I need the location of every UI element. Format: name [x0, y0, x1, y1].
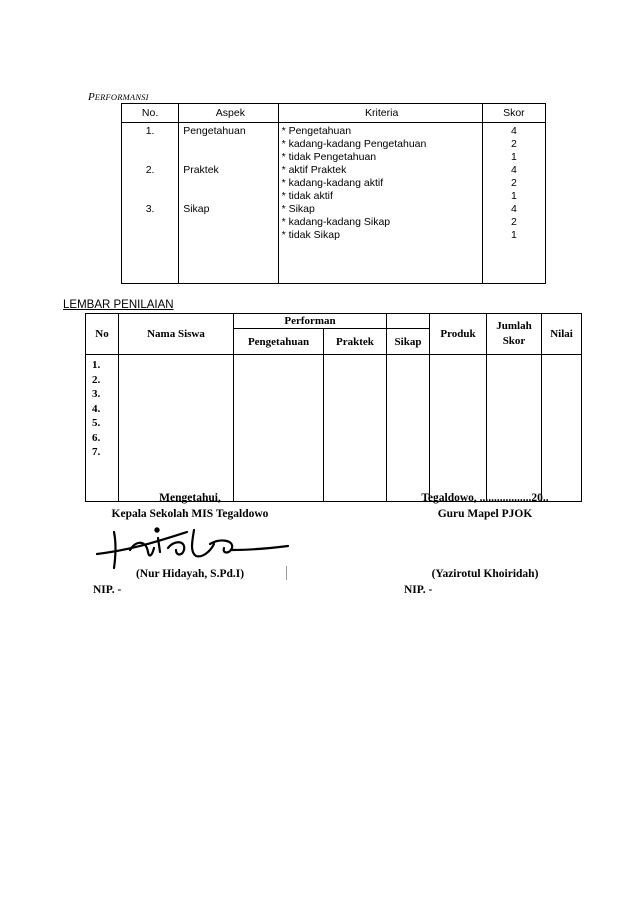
no-cell [122, 123, 179, 284]
left-sign-line2: Kepala Sekolah MIS Tegaldowo [111, 508, 269, 520]
section-title-initial: P [88, 91, 95, 103]
list-number: 7. [92, 446, 101, 458]
assessment-table [85, 313, 582, 502]
pengetahuan-cell[interactable] [234, 355, 324, 502]
section-title [88, 91, 149, 103]
skor-value: 2 [510, 216, 517, 228]
criteria-table [121, 103, 546, 284]
header-nilai: Nilai [542, 314, 582, 355]
list-number: 6. [92, 431, 101, 444]
list-number: 3. [92, 388, 101, 400]
kriteria-line: * aktif Praktek [281, 164, 347, 176]
header-jumlah: Jumlah [496, 320, 532, 332]
header-produk: Produk [430, 314, 487, 355]
right-sign-line2: Guru Mapel PJOK [437, 508, 533, 520]
skor-cell [482, 123, 545, 284]
list-number: 4. [92, 402, 101, 415]
header-blank [387, 314, 430, 329]
kriteria-line: * Sikap [281, 203, 315, 215]
left-sign-nip: NIP. - [93, 584, 122, 596]
kriteria-cell [278, 123, 482, 284]
signature-edge [286, 566, 287, 580]
row-aspek: Praktek [183, 164, 219, 176]
row-no: 3. [145, 203, 155, 215]
left-sign-line1: Mengetahui, [159, 492, 221, 504]
header-kriteria: Kriteria [278, 104, 482, 123]
header-sikap: Sikap [387, 329, 430, 355]
row-no: 1. [145, 125, 155, 137]
skor-value: 1 [510, 229, 517, 241]
kriteria-line: * kadang-kadang aktif [281, 177, 384, 189]
header-skor: Skor [482, 104, 545, 123]
header-no: No [86, 314, 119, 355]
produk-cell[interactable] [430, 355, 487, 502]
assessment-title: LEMBAR PENILAIAN [63, 299, 174, 311]
skor-value: 4 [510, 203, 517, 215]
skor-value: 4 [510, 125, 517, 137]
criteria-header-row [122, 104, 546, 123]
nama-siswa-cell[interactable] [119, 355, 234, 502]
header-jumlah-skor [487, 314, 542, 355]
header-skor: Skor [502, 335, 526, 347]
section-title-rest: ERFORMANSI [94, 92, 149, 102]
list-number: 5. [92, 417, 101, 429]
sikap-cell[interactable] [387, 355, 430, 502]
kriteria-line: * tidak Pengetahuan [281, 151, 377, 163]
row-aspek: Pengetahuan [183, 125, 246, 137]
list-number: 1. [92, 359, 101, 371]
header-pengetahuan: Pengetahuan [234, 329, 324, 355]
assessment-data-row [86, 355, 582, 502]
skor-value: 1 [510, 190, 517, 202]
kriteria-line: * Pengetahuan [281, 125, 352, 137]
kriteria-line: * tidak Sikap [281, 229, 340, 241]
row-aspek: Sikap [183, 203, 210, 215]
header-performan: Performan [234, 314, 387, 329]
row-no: 2. [145, 164, 155, 176]
number-list [86, 355, 119, 502]
praktek-cell[interactable] [324, 355, 387, 502]
list-number: 2. [92, 373, 101, 386]
aspek-cell [179, 123, 278, 284]
kriteria-line: * kadang-kadang Sikap [281, 216, 391, 228]
header-no: No. [122, 104, 179, 123]
right-sign-nip: NIP. - [404, 584, 433, 596]
header-nama-siswa: Nama Siswa [119, 314, 234, 355]
skor-value: 2 [510, 177, 517, 189]
header-praktek: Praktek [324, 329, 387, 355]
right-sign-line1: Tegaldowo, ..................20.. [421, 492, 549, 504]
kriteria-line: * kadang-kadang Pengetahuan [281, 138, 427, 150]
skor-value: 2 [510, 138, 517, 150]
jumlah-skor-cell[interactable] [487, 355, 542, 502]
left-sign-name: (Nur Hidayah, S.Pd.I) [135, 568, 245, 580]
assessment-header-row-1 [86, 314, 582, 329]
nilai-cell[interactable] [542, 355, 582, 502]
header-aspek: Aspek [179, 104, 278, 123]
right-sign-name: (Yazirotul Khoiridah) [431, 568, 539, 580]
skor-value: 4 [510, 164, 517, 176]
kriteria-line: * tidak aktif [281, 190, 333, 202]
criteria-body-row [122, 123, 546, 284]
skor-value: 1 [510, 151, 517, 163]
